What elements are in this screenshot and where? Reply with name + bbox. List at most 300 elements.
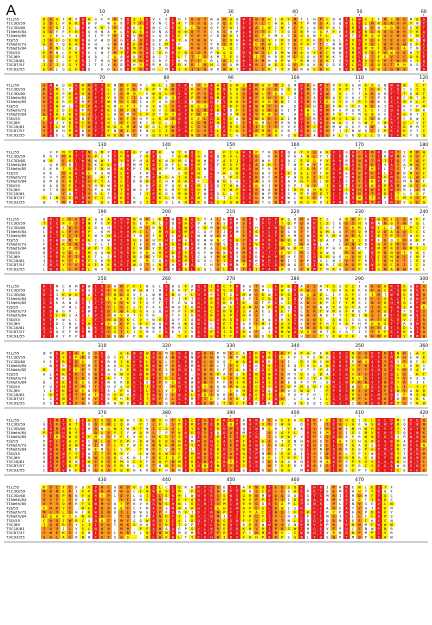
residue-letter: H xyxy=(326,129,328,133)
residue-letter: Y xyxy=(262,133,265,137)
residue-letter: I xyxy=(345,129,347,133)
residue-letter: I xyxy=(198,63,200,67)
residue-letter: H xyxy=(255,30,257,34)
residue-letter: V xyxy=(281,34,284,38)
residue-letter: D xyxy=(236,171,238,175)
residue-letter: N xyxy=(165,230,167,234)
residue-letter: V xyxy=(204,155,207,159)
residue-letter: Y xyxy=(410,133,413,137)
residue-letter: V xyxy=(50,34,53,38)
residue-letter: W xyxy=(358,251,361,255)
sequence-name: T1C3D/60 xyxy=(5,25,26,30)
residue-letter: G xyxy=(307,47,309,51)
residue-letter: Q xyxy=(275,92,277,96)
residue-letter: R xyxy=(268,67,271,71)
residue-letter: Y xyxy=(62,121,65,125)
residue-letter: L xyxy=(172,200,174,204)
residue-letter: R xyxy=(410,96,413,100)
residue-letter: Q xyxy=(307,188,309,192)
residue-letter: V xyxy=(365,192,368,196)
residue-letter: F xyxy=(75,67,77,71)
residue-letter: D xyxy=(185,188,187,192)
residue-letter: N xyxy=(75,242,77,246)
residue-letter: Q xyxy=(262,18,264,22)
residue-letter: P xyxy=(62,92,64,96)
residue-letter: D xyxy=(230,104,232,108)
residue-letter: K xyxy=(391,129,394,133)
residue-letter: N xyxy=(140,180,142,184)
residue-letter: T xyxy=(62,18,65,22)
residue-letter: M xyxy=(133,59,136,63)
residue-letter: . xyxy=(333,92,335,96)
residue-letter: M xyxy=(69,18,72,22)
residue-letter: M xyxy=(333,234,336,238)
residue-letter: R xyxy=(43,26,46,30)
residue-letter: A xyxy=(69,226,72,230)
residue-letter: Q xyxy=(56,26,58,30)
residue-letter: E xyxy=(165,125,167,129)
residue-letter: W xyxy=(236,200,239,204)
residue-letter: W xyxy=(391,188,394,192)
residue-letter: D xyxy=(88,67,90,71)
residue-letter: . xyxy=(410,67,412,71)
residue-letter: P xyxy=(249,234,251,238)
residue-letter: A xyxy=(230,26,233,30)
residue-letter: Q xyxy=(223,22,225,26)
residue-letter: E xyxy=(223,175,225,179)
residue-letter: A xyxy=(107,180,110,184)
residue-letter: I xyxy=(391,196,393,200)
residue-letter: D xyxy=(294,247,296,251)
residue-letter: P xyxy=(56,117,58,121)
residue-letter: K xyxy=(43,188,46,192)
residue-letter: L xyxy=(352,22,354,26)
residue-letter: E xyxy=(358,117,360,121)
residue-letter: T xyxy=(204,88,207,92)
residue-letter: H xyxy=(230,184,232,188)
residue-letter: W xyxy=(82,171,85,175)
residue-letter: A xyxy=(88,226,91,230)
residue-letter: I xyxy=(75,222,77,226)
residue-letter: Y xyxy=(69,51,72,55)
residue-letter: R xyxy=(50,92,53,96)
residue-letter: P xyxy=(345,108,347,112)
residue-letter: D xyxy=(88,255,90,259)
residue-letter: E xyxy=(62,226,64,230)
residue-letter: K xyxy=(152,159,155,163)
position-marker: 120 xyxy=(419,75,428,81)
residue-letter: I xyxy=(50,242,52,246)
residue-letter: R xyxy=(204,67,207,71)
sequence-name: T1Neth/85 xyxy=(5,99,27,104)
residue-letter: L xyxy=(185,133,187,137)
residue-letter: T xyxy=(281,30,284,34)
residue-letter: S xyxy=(120,100,122,104)
residue-letter: W xyxy=(391,155,394,159)
residue-letter: R xyxy=(62,255,65,259)
residue-letter: S xyxy=(294,30,296,34)
residue-letter: P xyxy=(204,51,206,55)
residue-letter: E xyxy=(88,238,90,242)
residue-letter: Y xyxy=(69,34,72,38)
residue-letter: M xyxy=(204,121,207,125)
residue-letter: H xyxy=(178,167,180,171)
residue-letter: Y xyxy=(140,133,143,137)
residue-letter: P xyxy=(101,100,103,104)
residue-letter: Y xyxy=(281,125,284,129)
residue-letter: G xyxy=(230,163,232,167)
sequence-name: T2Neth/73 xyxy=(5,107,27,112)
residue-letter: T xyxy=(365,247,368,251)
residue-letter: A xyxy=(236,247,239,251)
residue-letter: G xyxy=(230,167,232,171)
residue-letter: T xyxy=(275,251,278,255)
residue-letter: Y xyxy=(133,22,136,26)
residue-letter: H xyxy=(249,222,251,226)
residue-letter: W xyxy=(339,125,342,129)
residue-letter: A xyxy=(185,67,188,71)
residue-letter: S xyxy=(423,88,425,92)
residue-letter: E xyxy=(43,55,45,59)
residue-letter: M xyxy=(82,84,85,88)
residue-letter: F xyxy=(178,96,180,100)
residue-letter: A xyxy=(352,67,355,71)
residue-letter: N xyxy=(378,117,380,121)
residue-letter: M xyxy=(133,51,136,55)
residue-letter: Y xyxy=(371,200,374,204)
residue-letter: Q xyxy=(371,59,373,63)
residue-letter: P xyxy=(230,175,232,179)
residue-letter: A xyxy=(378,175,381,179)
residue-letter: R xyxy=(378,22,381,26)
residue-letter: E xyxy=(159,218,161,222)
residue-letter: Y xyxy=(255,218,258,222)
residue-letter: I xyxy=(281,84,283,88)
position-marker: 60 xyxy=(421,9,427,15)
residue-letter: W xyxy=(288,247,291,251)
residue-letter: S xyxy=(236,92,238,96)
residue-letter: I xyxy=(172,234,174,238)
residue-letter: . xyxy=(236,234,238,238)
residue-letter: D xyxy=(391,26,393,30)
residue-letter: G xyxy=(69,167,71,171)
residue-letter: I xyxy=(120,238,122,242)
residue-letter: W xyxy=(320,121,323,125)
residue-letter: V xyxy=(43,196,46,200)
residue-letter: L xyxy=(75,184,77,188)
residue-letter: L xyxy=(191,175,193,179)
residue-letter: Y xyxy=(223,92,226,96)
residue-letter: K xyxy=(159,196,162,200)
residue-letter: W xyxy=(82,247,85,251)
residue-letter: Q xyxy=(165,200,167,204)
residue-letter: S xyxy=(107,26,109,30)
residue-letter: G xyxy=(365,113,367,117)
residue-letter: A xyxy=(423,59,426,63)
residue-letter: W xyxy=(249,247,252,251)
residue-letter: H xyxy=(403,22,405,26)
residue-letter: Q xyxy=(204,200,206,204)
residue-letter: I xyxy=(50,196,52,200)
residue-letter: R xyxy=(275,200,278,204)
residue-letter: L xyxy=(268,51,270,55)
residue-letter: R xyxy=(191,88,194,92)
residue-letter: P xyxy=(384,247,386,251)
residue-letter: G xyxy=(198,155,200,159)
residue-letter: D xyxy=(107,84,109,88)
residue-letter: R xyxy=(313,100,316,104)
residue-letter: D xyxy=(236,88,238,92)
residue-letter: F xyxy=(243,47,245,51)
residue-letter: R xyxy=(223,234,226,238)
residue-letter: K xyxy=(185,104,188,108)
residue-letter: D xyxy=(133,88,135,92)
residue-letter: W xyxy=(378,67,381,71)
residue-letter: E xyxy=(423,55,425,59)
residue-letter: H xyxy=(140,159,142,163)
residue-letter: N xyxy=(133,218,135,222)
residue-letter: F xyxy=(378,180,380,184)
residue-letter: N xyxy=(198,159,200,163)
residue-letter: E xyxy=(178,121,180,125)
residue-letter: T xyxy=(223,55,226,59)
residue-letter: S xyxy=(146,242,148,246)
residue-letter: C xyxy=(127,121,129,125)
residue-letter: G xyxy=(345,151,347,155)
residue-letter: E xyxy=(378,188,380,192)
residue-letter: H xyxy=(403,175,405,179)
sequence-name: T1L/55 xyxy=(5,217,20,222)
residue-letter: Q xyxy=(288,133,290,137)
residue-letter: A xyxy=(249,38,252,42)
residue-letter: I xyxy=(50,129,52,133)
residue-letter: K xyxy=(243,96,246,100)
residue-letter: Q xyxy=(371,42,373,46)
residue-letter: M xyxy=(268,100,271,104)
residue-letter: G xyxy=(95,18,97,22)
residue-letter: H xyxy=(159,167,161,171)
residue-letter: S xyxy=(50,42,52,46)
residue-letter: A xyxy=(307,242,310,246)
residue-letter: D xyxy=(249,108,251,112)
residue-letter: V xyxy=(423,184,426,188)
residue-letter: P xyxy=(262,222,264,226)
residue-letter: N xyxy=(114,129,116,133)
residue-letter: R xyxy=(95,192,98,196)
residue-letter: F xyxy=(133,247,135,251)
residue-letter: Y xyxy=(423,22,426,26)
residue-letter: E xyxy=(294,125,296,129)
residue-letter: F xyxy=(416,42,418,46)
residue-letter: H xyxy=(178,242,180,246)
residue-letter: T xyxy=(133,175,136,179)
residue-letter: . xyxy=(217,188,219,192)
residue-letter: V xyxy=(191,42,194,46)
residue-letter: H xyxy=(185,222,187,226)
residue-letter: E xyxy=(69,196,71,200)
residue-letter: I xyxy=(371,67,373,71)
residue-letter: V xyxy=(255,47,258,51)
residue-letter: F xyxy=(320,247,322,251)
residue-letter: F xyxy=(127,84,129,88)
residue-letter: D xyxy=(384,230,386,234)
residue-letter: M xyxy=(236,230,239,234)
residue-letter: . xyxy=(165,151,167,155)
residue-letter: R xyxy=(223,63,226,67)
residue-letter: C xyxy=(320,222,322,226)
residue-letter: Q xyxy=(378,92,380,96)
residue-letter: D xyxy=(204,247,206,251)
residue-letter: G xyxy=(345,121,347,125)
residue-letter: C xyxy=(236,47,238,51)
residue-letter: L xyxy=(307,26,309,30)
residue-letter: E xyxy=(384,96,386,100)
residue-letter: C xyxy=(294,26,296,30)
residue-letter: I xyxy=(56,59,58,63)
residue-letter: M xyxy=(294,234,297,238)
residue-letter: I xyxy=(300,167,302,171)
residue-letter: G xyxy=(397,200,399,204)
residue-letter: . xyxy=(95,200,97,204)
residue-letter: F xyxy=(107,159,109,163)
residue-letter: Q xyxy=(249,18,251,22)
residue-letter: M xyxy=(146,171,149,175)
residue-letter: F xyxy=(300,238,302,242)
residue-letter: H xyxy=(268,59,270,63)
residue-letter: P xyxy=(416,151,418,155)
residue-letter: H xyxy=(69,180,71,184)
residue-letter: Y xyxy=(300,151,303,155)
residue-letter: F xyxy=(397,247,399,251)
residue-letter: S xyxy=(204,196,206,200)
residue-letter: E xyxy=(230,180,232,184)
residue-letter: . xyxy=(339,251,341,255)
residue-letter: P xyxy=(300,88,302,92)
residue-letter: C xyxy=(198,255,200,259)
residue-letter: T xyxy=(204,84,207,88)
residue-letter: D xyxy=(159,38,161,42)
residue-letter: F xyxy=(178,42,180,46)
residue-letter: Q xyxy=(95,251,97,255)
residue-letter: M xyxy=(88,159,91,163)
residue-letter: W xyxy=(107,22,110,26)
residue-letter: N xyxy=(255,184,257,188)
residue-letter: G xyxy=(62,67,64,71)
residue-letter: I xyxy=(146,192,148,196)
residue-letter: W xyxy=(101,38,104,42)
residue-letter: M xyxy=(416,125,419,129)
residue-letter: D xyxy=(281,63,283,67)
residue-letter: T xyxy=(365,96,368,100)
residue-letter: K xyxy=(262,117,265,121)
residue-letter: W xyxy=(307,234,310,238)
residue-letter: D xyxy=(88,167,90,171)
residue-letter: S xyxy=(120,121,122,125)
residue-letter: S xyxy=(416,38,418,42)
residue-letter: I xyxy=(294,96,296,100)
residue-letter: I xyxy=(275,163,277,167)
residue-letter: L xyxy=(62,34,64,38)
residue-letter: E xyxy=(294,63,296,67)
residue-letter: A xyxy=(416,251,419,255)
residue-letter: S xyxy=(56,55,58,59)
residue-letter: C xyxy=(230,171,232,175)
residue-letter: A xyxy=(120,55,123,59)
residue-letter: W xyxy=(262,192,265,196)
residue-letter: K xyxy=(249,175,252,179)
residue-letter: I xyxy=(204,184,206,188)
residue-letter: C xyxy=(358,151,360,155)
residue-letter: W xyxy=(146,51,149,55)
residue-letter: G xyxy=(249,171,251,175)
residue-letter: A xyxy=(75,34,78,38)
residue-letter: Y xyxy=(352,92,355,96)
residue-letter: P xyxy=(152,184,154,188)
residue-letter: S xyxy=(243,84,245,88)
residue-letter: M xyxy=(140,226,143,230)
residue-letter: M xyxy=(75,238,78,242)
residue-letter: N xyxy=(223,251,225,255)
residue-letter: E xyxy=(140,30,142,34)
residue-letter: M xyxy=(127,92,130,96)
residue-letter: H xyxy=(133,84,135,88)
residue-letter: R xyxy=(345,159,348,163)
residue-letter: C xyxy=(165,26,167,30)
residue-letter: H xyxy=(339,92,341,96)
residue-letter: A xyxy=(300,108,303,112)
residue-letter: A xyxy=(326,242,329,246)
residue-letter: T xyxy=(410,222,413,226)
residue-letter: S xyxy=(217,192,219,196)
residue-letter: D xyxy=(50,230,52,234)
residue-letter: G xyxy=(82,218,84,222)
residue-letter: I xyxy=(159,180,161,184)
residue-letter: Y xyxy=(69,151,72,155)
residue-letter: N xyxy=(159,30,161,34)
residue-letter: C xyxy=(300,104,302,108)
residue-letter: N xyxy=(152,84,154,88)
residue-letter: W xyxy=(107,47,110,51)
residue-letter: T xyxy=(371,196,374,200)
residue-letter: G xyxy=(403,18,405,22)
residue-letter: N xyxy=(326,180,328,184)
residue-letter: P xyxy=(236,222,238,226)
residue-letter: P xyxy=(127,222,129,226)
residue-letter: D xyxy=(288,226,290,230)
sequence-name: T3C87/57 xyxy=(5,62,25,67)
residue-letter: R xyxy=(294,188,297,192)
residue-letter: S xyxy=(300,96,302,100)
residue-letter: V xyxy=(56,92,59,96)
residue-letter: Y xyxy=(313,163,316,167)
residue-letter: W xyxy=(281,247,284,251)
residue-letter: A xyxy=(249,184,252,188)
residue-letter: L xyxy=(101,255,103,259)
residue-letter: W xyxy=(185,163,188,167)
residue-letter: H xyxy=(281,18,283,22)
residue-letter: F xyxy=(114,188,116,192)
residue-letter: S xyxy=(69,242,71,246)
residue-letter: K xyxy=(275,188,278,192)
residue-letter: T xyxy=(159,113,162,117)
residue-letter: E xyxy=(307,175,309,179)
residue-letter: . xyxy=(43,151,45,155)
residue-letter: T xyxy=(107,51,110,55)
residue-letter: P xyxy=(384,129,386,133)
residue-letter: K xyxy=(114,163,117,167)
residue-letter: A xyxy=(300,155,303,159)
residue-letter: D xyxy=(185,121,187,125)
